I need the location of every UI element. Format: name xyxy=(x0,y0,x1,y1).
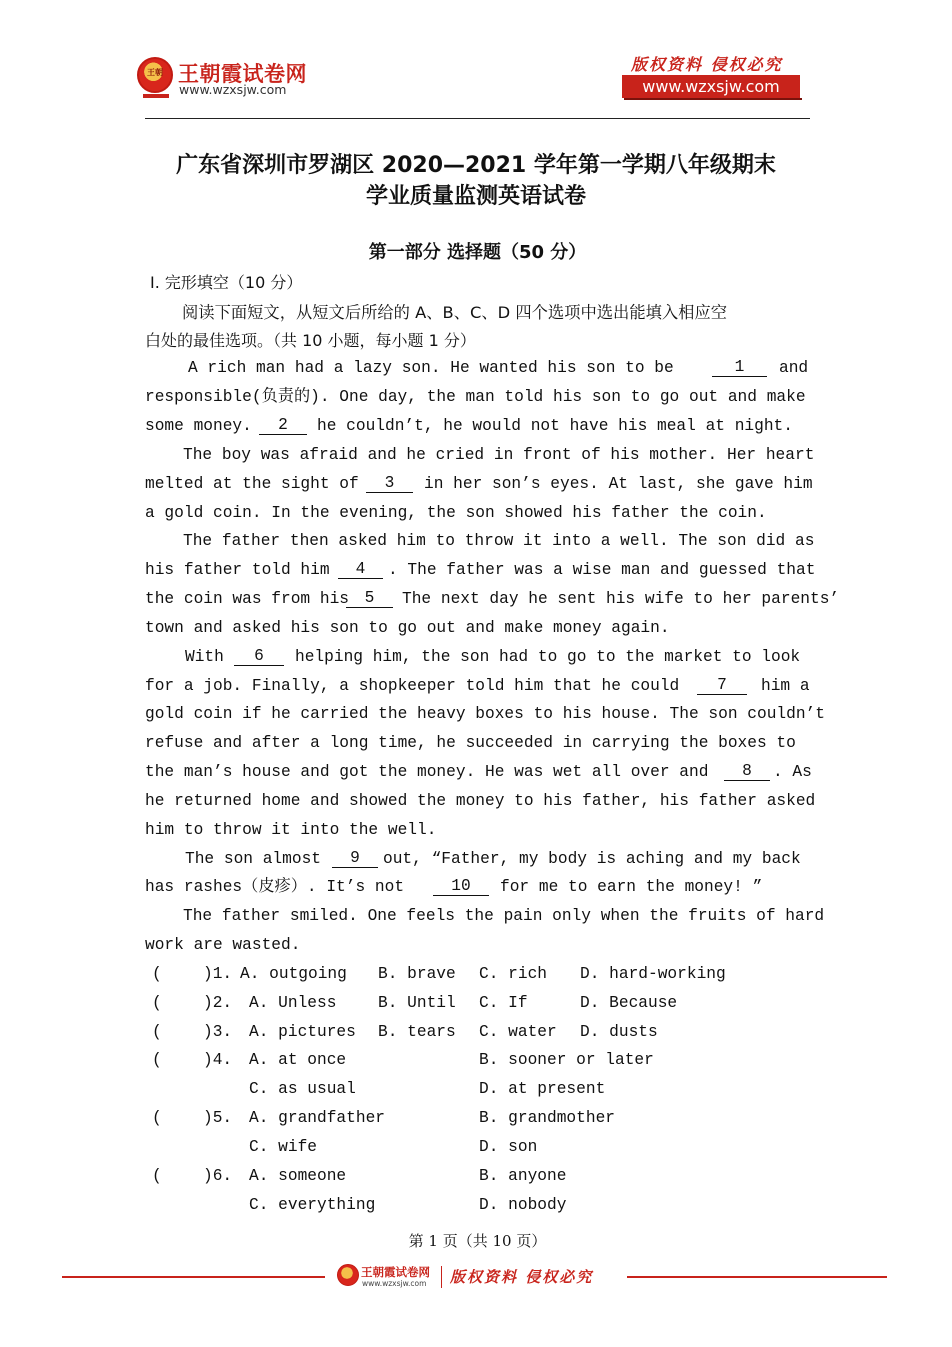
header-divider xyxy=(145,118,810,119)
passage-line: The father then asked him to throw it into a well. The son did as xyxy=(183,532,815,550)
option-c[interactable]: C. If xyxy=(479,994,528,1012)
passage-line: The father smiled. One feels the pain only when the fruits of hard xyxy=(183,907,825,925)
option-d[interactable]: D. Because xyxy=(580,994,678,1012)
question-number: )2. xyxy=(203,994,233,1012)
option-b[interactable]: B. tears xyxy=(378,1023,456,1041)
passage-line: refuse and after a long time, he succeeded in carrying the boxes to xyxy=(145,734,796,752)
blank-4[interactable]: 4 xyxy=(338,560,383,579)
option-b[interactable]: B. anyone xyxy=(479,1167,567,1185)
footer-separator xyxy=(441,1266,442,1288)
passage-line: responsible(负责的). One day, the man told his son to go out and make xyxy=(145,388,806,406)
passage-line: The son almost 9 out, “Father, my body is aching and my back xyxy=(185,849,801,868)
option-d[interactable]: D. hard-working xyxy=(580,965,726,983)
doc-title-line1: 广东省深圳市罗湖区 2020—2021 学年第一学期八年级期末 xyxy=(176,153,776,178)
question-number: )3. xyxy=(203,1023,233,1041)
option-d[interactable]: D. dusts xyxy=(580,1023,658,1041)
answer-paren[interactable]: ( xyxy=(152,1023,162,1041)
question-number: )6. xyxy=(203,1167,233,1185)
header-url-box[interactable]: www.wzxsjw.com xyxy=(622,75,800,98)
instruction-line1: 阅读下面短文，从短文后所给的 A、B、C、D 四个选项中选出能填入相应空 xyxy=(182,303,728,322)
footer-rule-right xyxy=(627,1276,887,1278)
passage-line: a gold coin. In the evening, the son showed his father the coin. xyxy=(145,504,767,522)
footer-logo-url[interactable]: www.wzxsjw.com xyxy=(362,1279,427,1288)
blank-9[interactable]: 9 xyxy=(332,849,378,868)
header-slogan: 版权资料 侵权必究 xyxy=(631,55,783,74)
part-heading: 第一部分 选择题（50 分） xyxy=(368,242,587,263)
option-c[interactable]: C. as usual xyxy=(249,1080,356,1098)
passage-line: The boy was afraid and he cried in front of his mother. Her heart xyxy=(183,446,815,464)
passage-line: has rashes（皮疹）. It’s not 10 for me to earn the money! ” xyxy=(145,877,763,896)
answer-paren[interactable]: ( xyxy=(152,1167,162,1185)
blank-5[interactable]: 5 xyxy=(346,589,393,608)
blank-3[interactable]: 3 xyxy=(366,474,413,493)
logo-ribbon xyxy=(143,94,169,98)
passage-line: the coin was from his 5 The next day he sent his wife to her parents’ xyxy=(145,589,840,608)
option-b[interactable]: B. brave xyxy=(378,965,456,983)
passage-line: town and asked his son to go out and make money again. xyxy=(145,619,670,637)
question-number: )5. xyxy=(203,1109,233,1127)
option-b[interactable]: B. grandmother xyxy=(479,1109,615,1127)
answer-paren[interactable]: ( xyxy=(152,1051,162,1069)
footer-logo-icon xyxy=(337,1264,359,1286)
footer-logo-title: 王朝霞试卷网 xyxy=(361,1265,430,1279)
passage-line: melted at the sight of 3 in her son’s eyes. At last, she gave him xyxy=(145,474,813,493)
option-a[interactable]: A. at once xyxy=(249,1051,347,1069)
blank-10[interactable]: 10 xyxy=(433,877,489,896)
option-d[interactable]: D. nobody xyxy=(479,1196,567,1214)
passage-line: work are wasted. xyxy=(145,936,301,954)
footer-rule-left xyxy=(62,1276,325,1278)
option-c[interactable]: C. rich xyxy=(479,965,547,983)
passage-line: With 6 helping him, the son had to go to the market to look xyxy=(185,647,801,666)
option-b[interactable]: B. sooner or later xyxy=(479,1051,654,1069)
page-number: 第 1 页（共 10 页） xyxy=(408,1232,547,1250)
passage-line: he returned home and showed the money to his father, his father asked xyxy=(145,792,816,810)
passage-line: the man’s house and got the money. He was wet all over and 8 . As xyxy=(145,762,812,781)
blank-8[interactable]: 8 xyxy=(724,762,770,781)
passage-line: his father told him 4 . The father was a wise man and guessed that xyxy=(145,560,816,579)
question-number: )1. xyxy=(203,965,233,983)
passage-line: some money. 2 he couldn’t, he would not have his meal at night. xyxy=(145,416,793,435)
logo-url[interactable]: www.wzxsjw.com xyxy=(179,82,287,97)
option-d[interactable]: D. son xyxy=(479,1138,538,1156)
question-number: )4. xyxy=(203,1051,233,1069)
option-c[interactable]: C. everything xyxy=(249,1196,376,1214)
option-c[interactable]: C. wife xyxy=(249,1138,317,1156)
option-a[interactable]: A. grandfather xyxy=(249,1109,385,1127)
footer-slogan: 版权资料 侵权必究 xyxy=(450,1268,594,1286)
answer-paren[interactable]: ( xyxy=(152,994,162,1012)
option-d[interactable]: D. at present xyxy=(479,1080,606,1098)
option-a[interactable]: A. pictures xyxy=(249,1023,356,1041)
logo-title: 王朝霞试卷网 xyxy=(178,62,307,86)
passage-line: gold coin if he carried the heavy boxes to his house. The son couldn’t xyxy=(145,705,825,723)
option-a[interactable]: A. someone xyxy=(249,1167,347,1185)
answer-paren[interactable]: ( xyxy=(152,965,162,983)
blank-7[interactable]: 7 xyxy=(697,676,747,695)
passage-line: A rich man had a lazy son. He wanted his son to be 1 and xyxy=(188,358,809,377)
option-b[interactable]: B. Until xyxy=(378,994,456,1012)
option-c[interactable]: C. water xyxy=(479,1023,557,1041)
blank-1[interactable]: 1 xyxy=(712,358,767,377)
blank-6[interactable]: 6 xyxy=(234,647,284,666)
passage-line: for a job. Finally, a shopkeeper told him that he could 7 him a xyxy=(145,676,810,695)
instruction-line2: 白处的最佳选项。（共 10 小题，每小题 1 分） xyxy=(145,331,476,350)
answer-paren[interactable]: ( xyxy=(152,1109,162,1127)
url-box-shadow xyxy=(624,98,802,100)
section-heading: Ⅰ. 完形填空（10 分） xyxy=(150,273,303,292)
logo-badge-text: 王朝 xyxy=(147,68,163,77)
option-a[interactable]: A. Unless xyxy=(249,994,337,1012)
blank-2[interactable]: 2 xyxy=(259,416,307,435)
option-a[interactable]: A. outgoing xyxy=(240,965,347,983)
passage-line: him to throw it into the well. xyxy=(145,821,437,839)
doc-title-line2: 学业质量监测英语试卷 xyxy=(365,184,586,209)
